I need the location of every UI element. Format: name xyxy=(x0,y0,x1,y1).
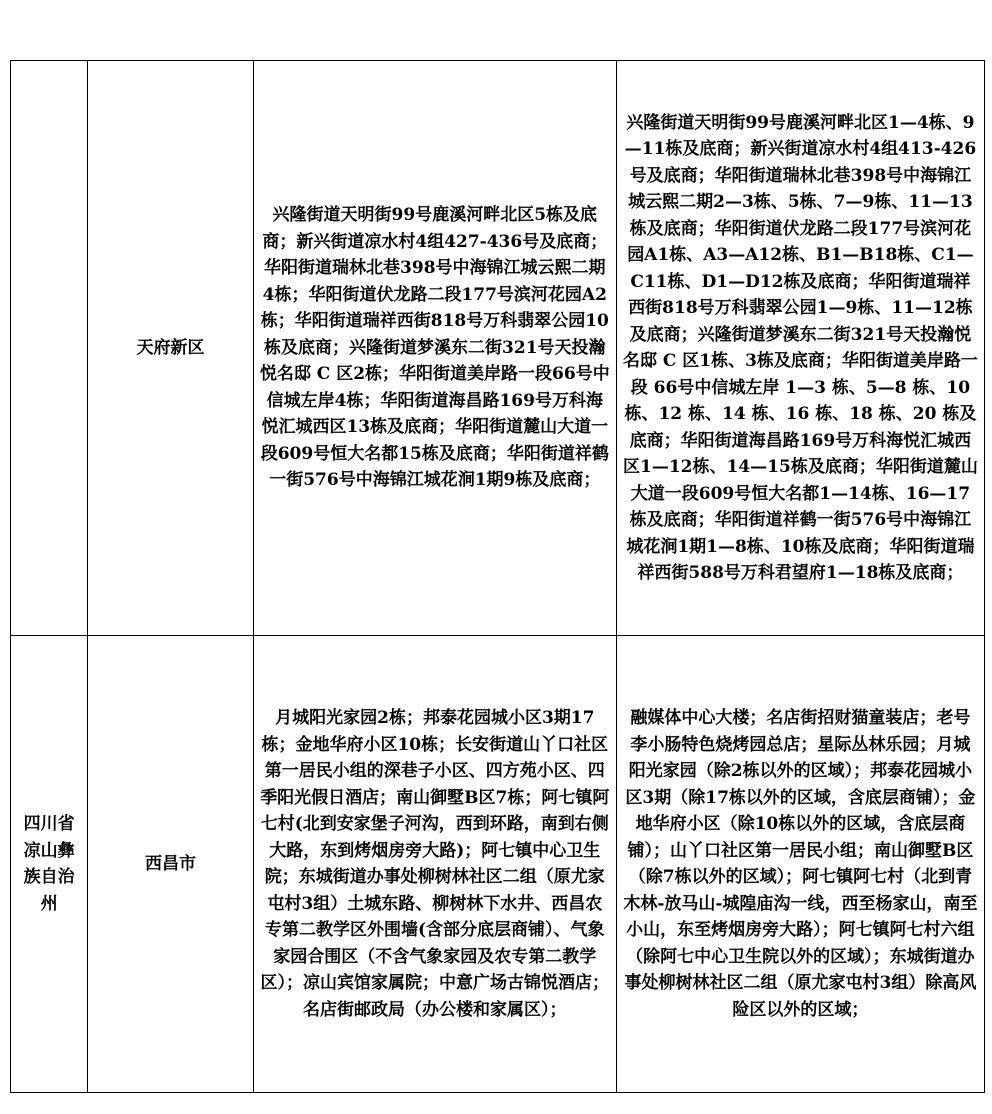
medium-risk-area-text: 融媒体中心大楼；名店街招财猫童装店；老号李小肠特色烧烤园总店；星际丛林乐园；月城阳光家园（除2栋以外的区域）；邦泰花园城小区3期（除17栋以外的区域，含底层商铺）；金地华府小区（除10栋以外的区域，含底层商铺）；山丫口社区第一居民小组；南山御墅B区（除7栋以外的区域）；阿七镇阿七村（北到青木林-放马山-城隍庙沟一线，西至杨家山，南至小山，东至烤烟房旁大路）；阿七镇阿七村六组（除阿七中心卫生院以外的区域）；东城街道办事处柳树林社区二组（原尤家屯村3组）除高风险区以外的区域； xyxy=(623,708,978,1020)
high-risk-area-cell xyxy=(253,61,616,636)
medium-risk-area-text: 兴隆街道天明街99号鹿溪河畔北区1—4栋、9—11栋及底商；新兴街道凉水村4组413-426号及底商；华阳街道瑞林北巷398号中海锦江城云熙二期2—3栋、5栋、7—9栋、11—13栋及底商；华阳街道伏龙路二段177号滨河花园A1栋、A3—A12栋、B1—B18栋、C1—C11栋、D1—D12栋及底商；华阳街道瑞祥西街818号万科翡翠公园1—9栋、11—12栋及底商；兴隆街道梦溪东二街321号天投瀚悦名邸 C 区1栋、3栋及底商；华阳街道美岸路一段 66号中信城左岸 1—3 栋、5—8 栋、10 栋、12 栋、14 栋、16 栋、18 栋、20 栋及底商；华阳街道海昌路169号万科海悦汇城西区1—12栋、14—15栋及底商；华阳街道麓山大道一段609号恒大名都1—14栋、16—17栋及底商；华阳街道祥鹤一街576号中海锦江城花涧1期1—8栋、10栋及底商；华阳街道瑞祥西街588号万科君望府1—18栋及底商； xyxy=(622,112,978,583)
medium-risk-area-cell xyxy=(616,61,984,636)
high-risk-area-text: 兴隆街道天明街99号鹿溪河畔北区5栋及底商；新兴街道凉水村4组427-436号及底商；华阳街道瑞林北巷398号中海锦江城云熙二期4栋；华阳街道伏龙路二段177号滨河花园A2栋；华阳街道瑞祥西街818号万科翡翠公园10栋及底商；兴隆街道梦溪东二街321号天投瀚悦名邸 C 区2栋；华阳街道美岸路一段66号中信城左岸4栋；华阳街道海昌路169号万科海悦汇城西区13栋及底商；华阳街道麓山大道一段609号恒大名都15栋及底商；华阳街道祥鹤一街576号中海锦江城花涧1期9栋及底商； xyxy=(259,205,610,491)
district-cell xyxy=(88,636,254,1093)
district-name: 天府新区 xyxy=(136,337,205,358)
risk-area-table xyxy=(10,60,985,1093)
table-row xyxy=(11,636,985,1093)
table-row xyxy=(11,61,985,636)
province-cell xyxy=(11,61,88,636)
medium-risk-area-cell xyxy=(616,636,984,1093)
high-risk-area-cell xyxy=(253,636,616,1093)
district-cell xyxy=(88,61,254,636)
high-risk-area-text: 月城阳光家园2栋；邦泰花园城小区3期17栋；金地华府小区10栋；长安街道山丫口社区第一居民小组的深巷子小区、四方苑小区、四季阳光假日酒店；南山御墅B区7栋；阿七镇阿七村(北到安家堡子河沟，西到环路，南到右侧大路，东到烤烟房旁大路)；阿七镇中心卫生院；东城街道办事处柳树林社区二组（原尤家屯村3组）土城东路、柳树林下水井、西昌农专第二教学区外围墙(含部分底层商铺）、气象家园合围区（不含气象家园及农专第二教学区）；凉山宾馆家属院；中意广场古锦悦酒店；名店街邮政局（办公楼和家属区）； xyxy=(260,708,610,1020)
province-cell xyxy=(11,636,88,1093)
province-name: 四川省凉山彝族自治州 xyxy=(23,814,75,914)
district-name: 西昌市 xyxy=(144,853,196,874)
